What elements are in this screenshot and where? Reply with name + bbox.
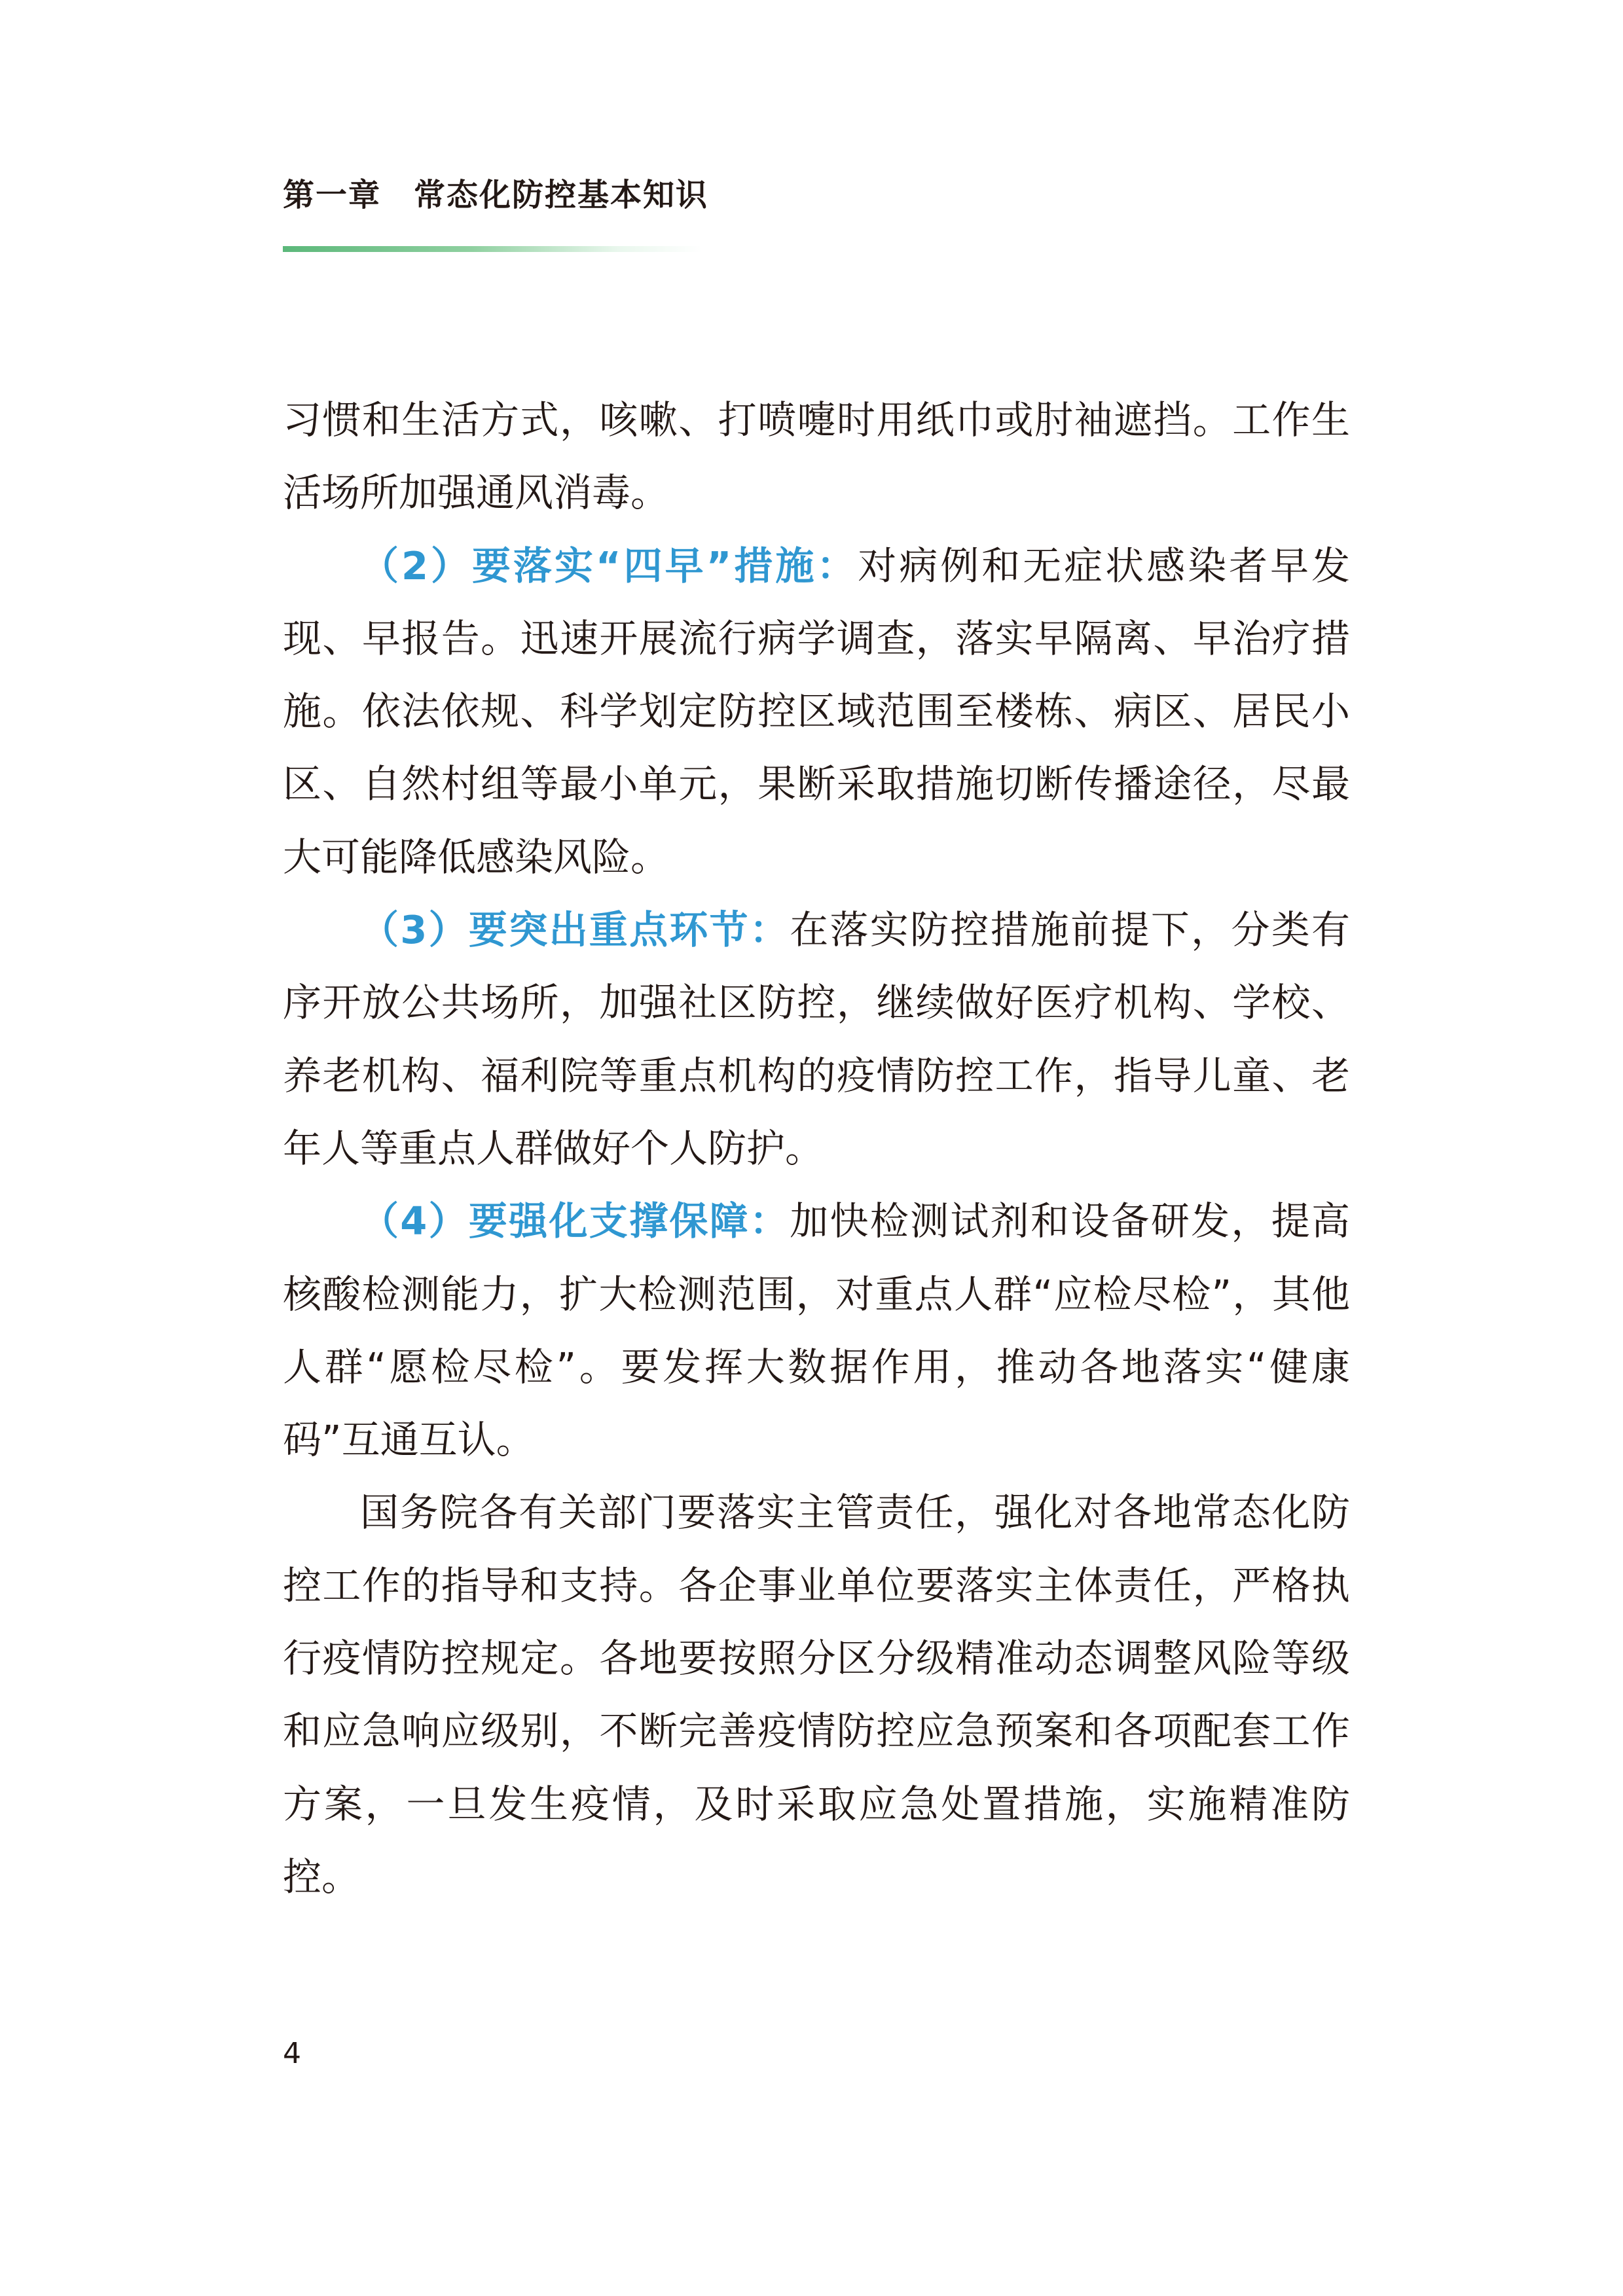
list-item-support — [283, 1185, 1350, 1476]
list-item-four-early-lead: （2）要落实“四早”措施： — [360, 543, 858, 588]
list-item-key-links-text: 在落实防控措施前提下，分类有序开放公共场所，加强社区防控，继续做好医疗机构、学校、养老机构、福利院等重点机构的疫情防控工作，指导儿童、老年人等重点人群做好个人防护。 — [283, 907, 1350, 1171]
list-item-key-links-lead: （3）要突出重点环节： — [360, 907, 790, 953]
list-item-support-text: 加快检测试剂和设备研发，提高核酸检测能力，扩大检测范围，对重点人群“应检尽检”，其他人群“愿检尽检”。要发挥大数据作用，推动各地落实“健康码”互通互认。 — [283, 1198, 1350, 1463]
list-item-four-early — [283, 529, 1350, 893]
list-item-four-early-text: 对病例和无症状感染者早发现、早报告。迅速开展流行病学调查，落实早隔离、早治疗措施。依法依规、科学划定防控区域范围至楼栋、病区、居民小区、自然村组等最小单元，果断采取措施切断传播途径，尽最大可能降低感染风险。 — [283, 543, 1350, 880]
chapter-label: 第一章 — [283, 177, 382, 213]
chapter-heading — [283, 169, 709, 221]
page-number: 4 — [283, 2037, 301, 2070]
list-item-support-lead: （4）要强化支撑保障： — [360, 1198, 790, 1244]
chapter-title: 常态化防控基本知识 — [414, 177, 709, 213]
page-body — [283, 384, 1350, 1913]
paragraph-responsibility: 国务院各有关部门要落实主管责任，强化对各地常态化防控工作的指导和支持。各企事业单位要落实主体责任，严格执行疫情防控规定。各地要按照分区分级精准动态调整风险等级和应急响应级别，不断完善疫情防控应急预案和各项配套工作方案，一旦发生疫情，及时采取应急处置措施，实施精准防控。 — [283, 1490, 1350, 1899]
chapter-header — [283, 169, 709, 252]
header-divider — [283, 246, 702, 252]
paragraph-continuation: 习惯和生活方式，咳嗽、打喷嚏时用纸巾或肘袖遮挡。工作生活场所加强通风消毒。 — [283, 397, 1350, 516]
list-item-key-links — [283, 893, 1350, 1185]
